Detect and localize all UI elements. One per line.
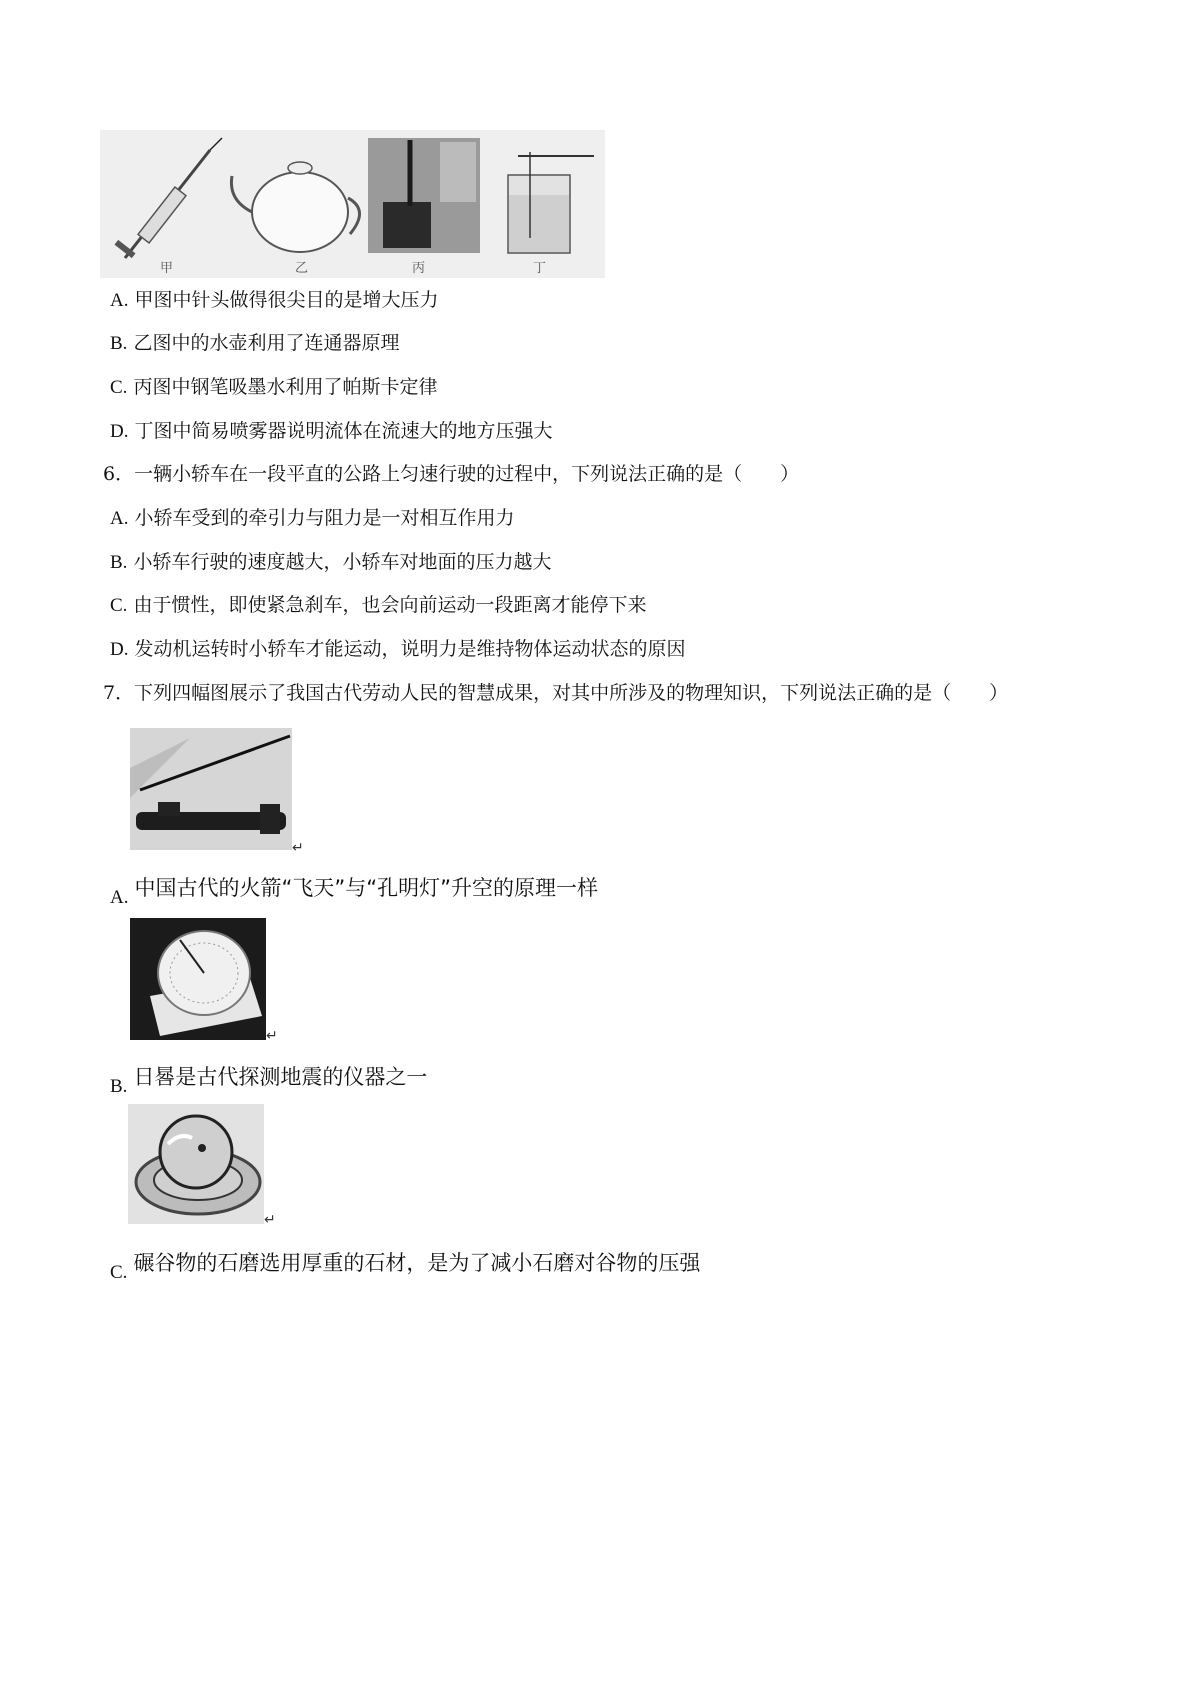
stone-mill-photo: [128, 1104, 264, 1224]
sundial-photo: [130, 918, 266, 1040]
caption-ding: 丁: [533, 261, 547, 276]
caption-yi: 乙: [295, 261, 309, 276]
option-text: 丁图中简易喷雾器说明流体在流速大的地方压强大: [134, 420, 553, 442]
question-number: 6．: [103, 463, 135, 485]
return-mark: ↵: [292, 840, 304, 856]
teapot-figure: [231, 162, 359, 252]
option-text: 中国古代的火箭“飞天”与“孔明灯”升空的原理一样: [134, 876, 599, 900]
q5-option-b: [110, 331, 399, 356]
option-text: 丙图中钢笔吸墨水利用了帕斯卡定律: [133, 376, 438, 398]
option-text: 乙图中的水壶利用了连通器原理: [133, 332, 400, 354]
question-text: 下列四幅图展示了我国古代劳动人民的智慧成果，对其中所涉及的物理知识，下列说法正确的是（ ）: [134, 682, 1009, 704]
q7-option-c: [110, 1251, 701, 1283]
option-label: A.: [110, 290, 129, 311]
option-label: C.: [110, 595, 128, 616]
rocket-photo: [130, 728, 292, 850]
return-mark: ↵: [266, 1028, 278, 1044]
q6-option-a: [110, 506, 515, 531]
q7-option-a: [110, 876, 599, 908]
option-text: 小轿车行驶的速度越大，小轿车对地面的压力越大: [133, 551, 552, 573]
option-label: A.: [110, 508, 129, 529]
q7-option-b: [110, 1065, 428, 1097]
option-label: B.: [110, 333, 128, 354]
q6-option-c: [110, 593, 646, 618]
syringe-figure: [114, 138, 222, 258]
option-text: 日晷是古代探测地震的仪器之一: [133, 1065, 428, 1089]
question-number: 7．: [103, 682, 135, 704]
q6-option-b: [110, 550, 551, 575]
q5-figures-svg: [100, 130, 605, 278]
option-text: 由于惯性，即使紧急刹车，也会向前运动一段距离才能停下来: [133, 594, 647, 616]
option-label: C.: [110, 1262, 128, 1283]
option-label: A.: [110, 887, 129, 908]
option-text: 发动机运转时小轿车才能运动，说明力是维持物体运动状态的原因: [134, 638, 686, 660]
q7-stem: [103, 681, 1008, 705]
mill-svg: [128, 1104, 264, 1224]
option-text: 甲图中针头做得很尖目的是增大压力: [134, 289, 439, 311]
sundial-svg: [130, 918, 266, 1040]
return-mark: ↵: [264, 1212, 276, 1228]
option-label: D.: [110, 421, 129, 442]
option-text: 小轿车受到的牵引力与阻力是一对相互作用力: [134, 507, 515, 529]
option-label: B.: [110, 1076, 128, 1097]
caption-jia: 甲: [160, 261, 174, 276]
q5-option-c: [110, 375, 437, 400]
rocket-svg: [130, 728, 292, 850]
q5-figure-strip: [100, 130, 605, 278]
q5-option-a: [110, 288, 439, 313]
option-label: D.: [110, 639, 129, 660]
option-label: B.: [110, 552, 128, 573]
q5-option-d: [110, 419, 553, 444]
sprayer-figure: [508, 152, 594, 253]
question-text: 一辆小轿车在一段平直的公路上匀速行驶的过程中，下列说法正确的是（ ）: [134, 463, 800, 485]
option-text: 碾谷物的石磨选用厚重的石材，是为了减小石磨对谷物的压强: [133, 1251, 701, 1275]
pen-figure: [368, 138, 480, 253]
q6-stem: [103, 462, 799, 486]
option-label: C.: [110, 377, 128, 398]
caption-bing: 丙: [412, 261, 426, 276]
q6-option-d: [110, 637, 686, 662]
